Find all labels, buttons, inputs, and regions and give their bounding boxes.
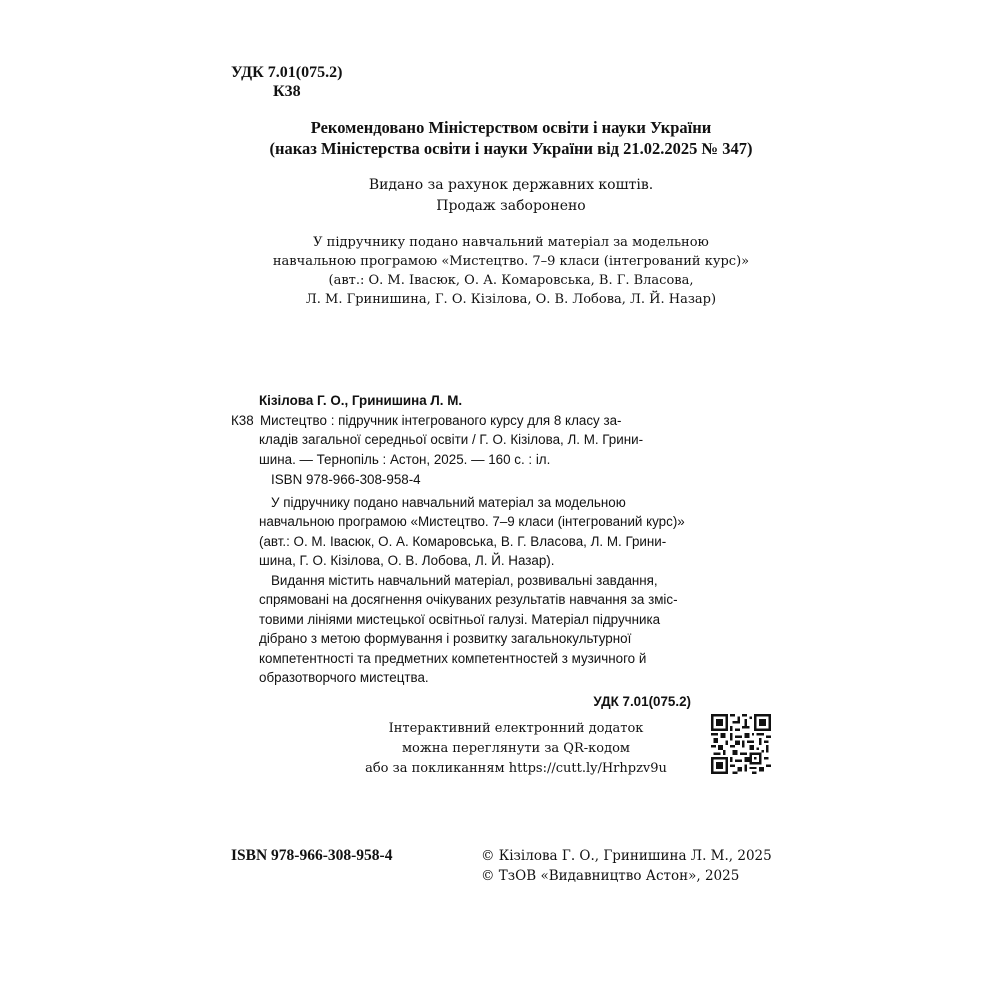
- abstract-2-line: образотворчого мистецтва.: [259, 670, 429, 685]
- udk-code: УДК 7.01(075.2): [231, 64, 343, 81]
- interactive-line-1: Інтерактивний електронний додаток: [388, 721, 644, 736]
- card-title-line-1: Мистецтво : підручник інтегрованого курсу для 8 класу за-: [260, 412, 622, 428]
- copyright-publisher: © ТзОВ «Видавництво Астон», 2025: [481, 868, 740, 884]
- interactive-supplement-note: [331, 719, 701, 779]
- abstract-2-line: дібрано з метою формування і розвитку загальнокультурної: [259, 631, 632, 646]
- card-classmark: К38: [231, 412, 254, 428]
- description-line-3: (авт.: О. М. Івасюк, О. А. Комаровська, В. Г. Власова,: [328, 273, 694, 288]
- card-abstract-2: [231, 571, 691, 688]
- funding-line-1: Видано за рахунок державних коштів.: [368, 177, 654, 193]
- description-line-2: навчальною програмою «Мистецтво. 7–9 класи (інтегрований курс)»: [272, 254, 750, 269]
- abstract-1-line: У підручнику подано навчальний матеріал за модельною: [271, 494, 626, 510]
- interactive-line-3[interactable]: або за покликанням https://cutt.ly/Hrhpzv9u: [365, 761, 667, 776]
- funding-note: [231, 175, 791, 217]
- card-udk: УДК 7.01(075.2): [593, 693, 691, 709]
- abstract-1-line: (авт.: О. М. Івасюк, О. А. Комаровська, В. Г. Власова, Л. М. Грини-: [259, 533, 667, 549]
- copyright-authors: © Кізілова Г. О., Гринишина Л. М., 2025: [481, 848, 772, 864]
- recommendation-line-2: (наказ Міністерства освіти і науки України від 21.02.2025 № 347): [269, 139, 753, 158]
- abstract-1-line: шина, Г. О. Кізілова, О. В. Лобова, Л. Й. Назар).: [259, 553, 555, 568]
- abstract-1-line: навчальною програмою «Мистецтво. 7–9 класи (інтегрований курс)»: [259, 514, 685, 529]
- copyright-block: [481, 846, 772, 886]
- description-line-1: У підручнику подано навчальний матеріал за модельною: [313, 235, 709, 250]
- abstract-2-line: спрямовані на досягнення очікуваних результатів навчання за зміс-: [259, 592, 678, 607]
- footer-isbn: ISBN 978-966-308-958-4: [231, 847, 393, 864]
- qr-code-icon[interactable]: [711, 714, 771, 774]
- card-title-line-3: шина. — Тернопіль : Астон, 2025. — 160 с. : іл.: [259, 451, 551, 467]
- udk-header: [231, 63, 342, 101]
- classmark: К38: [273, 83, 301, 100]
- abstract-2-line: товими лініями мистецької освітньої галузі. Матеріал підручника: [259, 611, 661, 627]
- interactive-line-2: можна переглянути за QR-кодом: [401, 741, 631, 756]
- funding-line-2: Продаж заборонено: [436, 198, 586, 214]
- card-isbn: ISBN 978-966-308-958-4: [271, 472, 421, 487]
- abstract-2-line: Видання містить навчальний матеріал, розвивальні завдання,: [271, 572, 658, 588]
- card-title-block: [231, 411, 691, 470]
- description-line-4: Л. М. Гринишина, Г. О. Кізілова, О. В. Лобова, Л. Й. Назар): [305, 292, 717, 307]
- catalog-card: [231, 391, 691, 711]
- card-abstract-1: [231, 493, 691, 571]
- card-title-line-2: кладів загальної середньої освіти / Г. О. Кізілова, Л. М. Грини-: [259, 432, 644, 447]
- ministry-recommendation: [231, 117, 791, 159]
- recommendation-line-1: Рекомендовано Міністерством освіти і науки України: [310, 118, 712, 137]
- program-description: [231, 233, 791, 309]
- card-authors: Кізілова Г. О., Гринишина Л. М.: [259, 393, 463, 408]
- abstract-2-line: компетентності та предметних компетентностей з музичного й: [259, 650, 647, 666]
